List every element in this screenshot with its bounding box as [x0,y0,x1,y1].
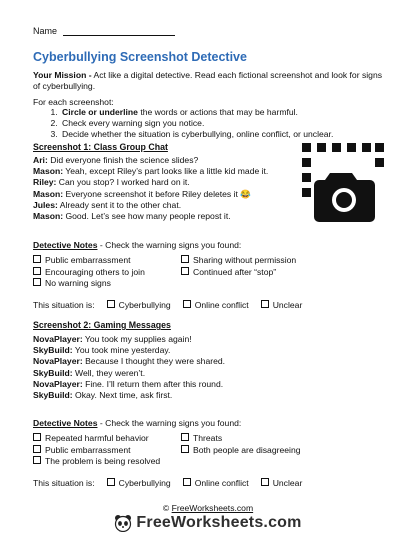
chat-speaker: SkyBuild: [33,367,73,378]
checkbox[interactable] [107,300,115,308]
checkbox-label: Threats [193,433,223,443]
option-label: Online conflict [194,300,249,310]
checkbox-label: Encouraging others to join [45,266,145,277]
option-cyberbullying[interactable] [107,300,171,310]
checkbox[interactable] [261,300,269,308]
instruction-step [60,107,410,118]
screenshot1-heading: Screenshot 1: Class Group Chat [33,142,168,152]
footer-brand [0,514,416,532]
checkbox[interactable] [33,456,41,464]
option-online-conflict[interactable] [183,478,249,488]
step-emphasis: Circle or underline [62,107,138,117]
checkbox[interactable] [33,433,41,441]
chat-text: You took my supplies again! [82,334,192,344]
checklist-item[interactable] [181,433,222,445]
instruction-steps [33,107,410,140]
chat-speaker: NovaPlayer: [33,378,83,389]
checkbox[interactable] [181,433,189,441]
chat-message [33,390,303,401]
checkbox-label: The problem is being resolved [45,456,161,466]
checklist-item[interactable] [33,255,181,267]
chat-text: You took mine yesterday. [72,345,171,356]
name-label: Name [33,26,58,36]
checklist-item[interactable] [33,445,181,457]
chat-speaker: Riley: [33,177,57,188]
checklist-item[interactable] [181,255,296,267]
situation-label: This situation is: [33,300,95,310]
checkbox-label: No warning signs [45,278,111,288]
checklist-item[interactable] [181,445,301,457]
screenshot1-situation [33,300,302,310]
checklist-item[interactable] [33,433,181,445]
instruction-step [60,118,410,129]
option-cyberbullying[interactable] [107,478,171,488]
option-label: Unclear [272,478,303,488]
situation-label: This situation is: [33,478,95,488]
checkbox[interactable] [183,300,191,308]
step-text: the words or actions that may be harmful. [137,107,298,117]
checkbox[interactable] [181,445,189,453]
chat-message [33,345,303,356]
brand-wordmark: FreeWorksheets.com [136,514,302,531]
screenshot2-heading: Screenshot 2: Gaming Messages [33,320,171,330]
chat-message [33,177,303,188]
screenshot1-chat [33,155,303,222]
footer-link[interactable]: FreeWorksheets.com [171,503,254,513]
screenshot2-notes-heading [33,418,241,428]
chat-speaker: Mason: [33,188,64,199]
checkbox-label: Sharing without permission [193,255,297,265]
checkbox[interactable] [261,478,269,486]
mission-text: Act like a digital detective. Read each fictional screenshot and look for signs of cyberbullying. [33,70,383,91]
chat-text: Already sent it to the other chat. [57,199,182,210]
screenshot2-checklist [33,433,301,468]
option-label: Cyberbullying [118,478,171,488]
checkbox-label: Both people are disagreeing [193,444,301,455]
checklist-item[interactable] [181,267,276,279]
name-blank-line[interactable] [63,26,175,36]
option-unclear[interactable] [261,300,303,310]
chat-speaker: Ari: [33,155,48,165]
chat-message [33,166,303,177]
footer-copyright [0,503,416,513]
option-label: Online conflict [194,478,249,488]
checkbox[interactable] [33,255,41,263]
chat-speaker: NovaPlayer: [33,356,83,367]
screenshot1-notes-heading [33,240,241,250]
chat-speaker: Mason: [33,211,64,222]
notes-label: Detective Notes [33,418,98,428]
checkbox[interactable] [183,478,191,486]
checkbox-label: Public embarrassment [45,444,131,455]
chat-message [33,211,303,222]
chat-message [33,155,303,166]
checkbox[interactable] [181,255,189,263]
notes-text: - Check the warning signs you found: [97,418,242,428]
option-label: Unclear [272,300,303,310]
chat-message [33,379,303,390]
option-online-conflict[interactable] [183,300,249,310]
chat-message [33,334,303,345]
checklist-item[interactable] [33,278,181,290]
chat-message [33,356,303,367]
checklist-item[interactable] [33,456,181,468]
checkbox[interactable] [33,267,41,275]
checklist-item[interactable] [33,267,181,279]
chat-message [33,189,303,200]
name-row [33,26,175,36]
chat-speaker: SkyBuild: [33,345,73,356]
chat-text: Good. Let’s see how many people repost it. [63,211,231,222]
chat-speaker: NovaPlayer: [33,334,83,344]
checkbox[interactable] [181,267,189,275]
checkbox[interactable] [33,445,41,453]
screenshot2-situation [33,478,302,488]
checkbox[interactable] [107,478,115,486]
step-text: Check every warning sign you notice. [62,118,205,128]
chat-text: Yeah, except Riley’s part looks like a little kid made it. [63,166,269,177]
notes-text: - Check the warning signs you found: [97,240,242,250]
screenshot2-chat [33,334,303,401]
mission-label: Your Mission - [33,70,92,80]
copyright-symbol: © [162,503,172,513]
step-text: Decide whether the situation is cyberbullying, online conflict, or unclear. [62,129,334,139]
panda-logo-icon [114,514,132,532]
camera-screenshot-icon [302,143,384,225]
option-unclear[interactable] [261,478,303,488]
instructions-intro: For each screenshot: [33,97,114,107]
chat-speaker: Jules: [33,199,58,210]
checkbox-label: Public embarrassment [45,255,131,265]
chat-text: Well, they weren’t. [72,367,146,378]
checkbox-label: Continued after “stop” [193,266,277,277]
chat-text: Okay. Next time, ask first. [72,390,173,401]
checkbox-label: Repeated harmful behavior [45,433,149,443]
chat-message [33,200,303,211]
chat-speaker: SkyBuild: [33,390,73,401]
chat-text: Did everyone finish the science slides? [47,155,199,165]
notes-label: Detective Notes [33,240,98,250]
chat-text: Fine. I’ll return them after this round. [82,378,224,389]
mission-paragraph [33,70,383,92]
chat-text: Everyone screenshot it before Riley deletes it 😂 [63,188,251,199]
chat-text: Because I thought they were shared. [82,356,226,367]
chat-message [33,368,303,379]
option-label: Cyberbullying [118,300,171,310]
screenshot1-checklist [33,255,296,290]
worksheet-title: Cyberbullying Screenshot Detective [33,50,247,64]
instruction-step [60,129,410,140]
chat-text: Can you stop? I worked hard on it. [56,177,190,188]
checkbox[interactable] [33,278,41,286]
chat-speaker: Mason: [33,166,64,177]
